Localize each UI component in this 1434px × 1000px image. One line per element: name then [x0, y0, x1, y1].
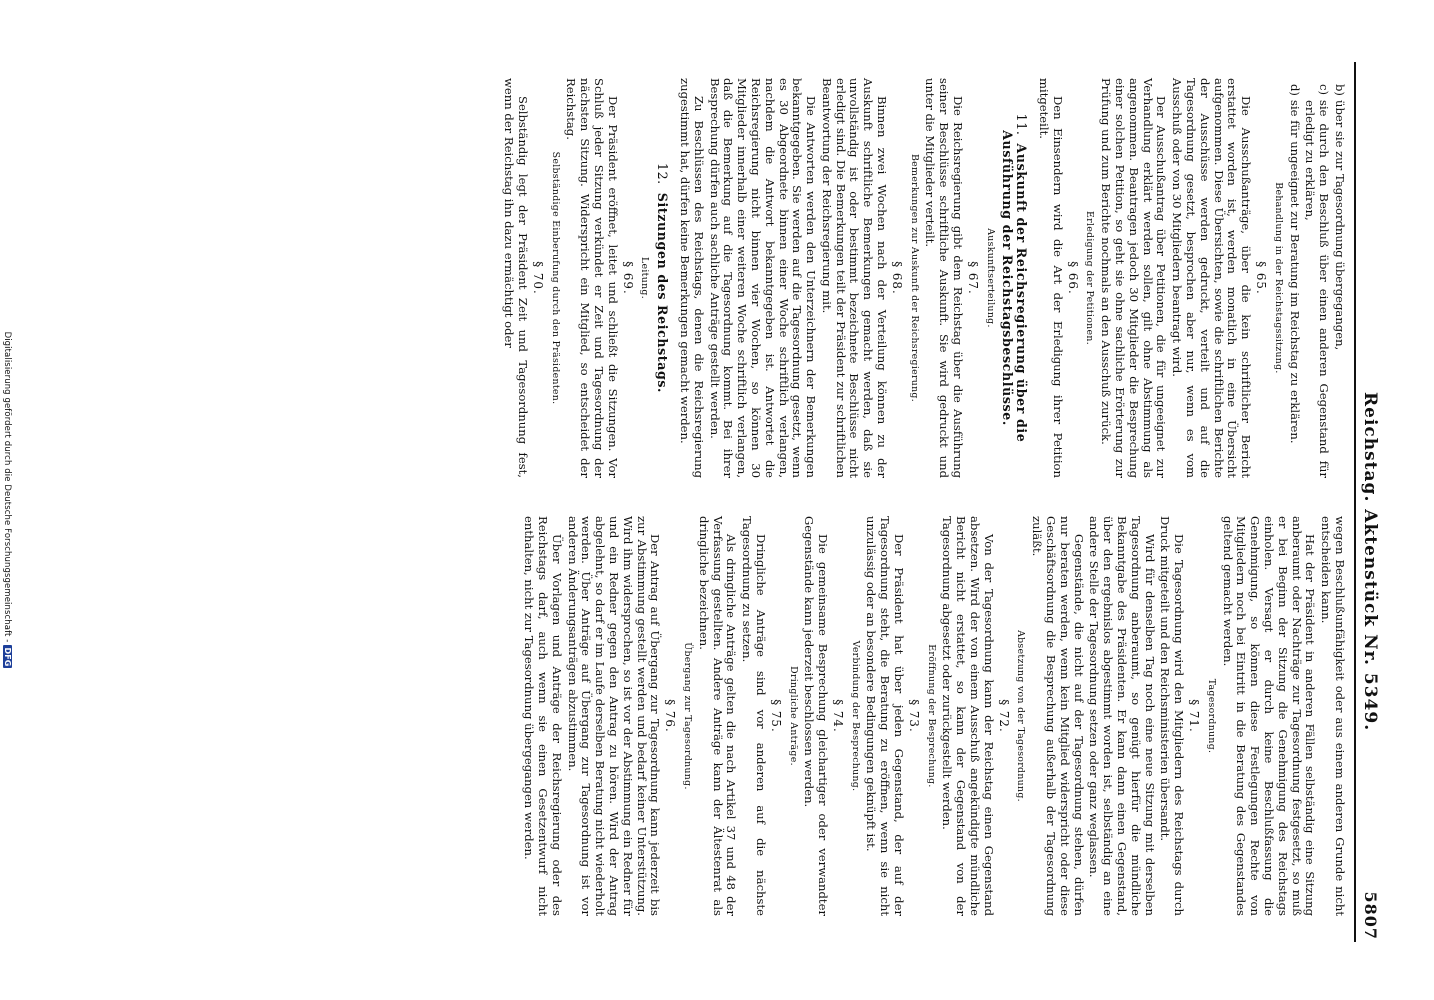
section-caption: Dringliche Anträge.: [787, 666, 799, 766]
list-marker: c): [1317, 84, 1332, 96]
digitization-note: [0, 0, 12, 1000]
list-item-text: sie durch den Beschluß über einen anderen Gegenstand für erledigt zu erklären,: [1303, 100, 1332, 478]
paragraph: Die Reichsregierung gibt dem Reichstag über die Ausführung seiner Beschlüsse schriftliche Auskunft. Sie wird gedruckt und unter die Mitglieder verteilt.: [923, 78, 966, 478]
paragraph: Die Tagesordnung wird den Mitgliedern des Reichstags durch Druck mitgeteilt und den Reichsministerien übersandt.: [1158, 516, 1187, 916]
page-number: 5807: [1361, 891, 1380, 940]
paragraph: Wird für denselben Tag noch eine neue Sitzung mit derselben Tagesordnung anberaumt, so genügt hierfür die mündliche Bekanntgabe des Präsidenten. Er kann dann einen Gegenstand, über den ergebnislos abgestimmt worden ist, selbständig an eine andere Stelle der Tagesordnung setzen oder ganz weglassen.: [1087, 516, 1157, 916]
dfg-logo: DFG: [3, 647, 12, 667]
list-items: [1287, 78, 1346, 478]
list-item: [1332, 78, 1346, 478]
section-caption: Absetzung von der Tagesordnung.: [1015, 630, 1027, 802]
paragraph: Der Antrag auf Übergang zur Tagesordnung kann jederzeit bis zur Abstimmung gestellt werden und bedarf keiner Unterstützung. Wird ihm widersprochen, so ist vor der Abstimmung ein Redner für und ein Redner gegen den Antrag zu hören. Wird der Antrag abgelehnt, so darf er im Laufe derselben Beratung nicht wiederholt werden. Über Anträge auf Übergang zur Tagesordnung ist vor anderen Änderungsanträgen abzustimmen.: [565, 516, 663, 916]
section-caption: Verbindung der Besprechung.: [849, 640, 861, 792]
list-item-text: sie für ungeeignet zur Beratung im Reichstag zu erklären.: [1287, 100, 1302, 444]
section-number: § 75.: [768, 699, 783, 733]
list-item: [1303, 78, 1331, 478]
section-caption: Übergang zur Tagesordnung.: [681, 642, 693, 790]
list-item-text: über sie zur Tagesordnung übergegangen,: [1333, 100, 1347, 351]
section-caption: Tagesordnung.: [1205, 678, 1217, 754]
section-number: § 67.: [965, 261, 980, 295]
section-number: § 69.: [620, 261, 635, 295]
section-caption: Bemerkungen zur Auskunft der Reichsregierung.: [908, 153, 920, 403]
paragraph: Die gemeinsame Besprechung gleichartiger oder verwandter Gegenstände kann jederzeit beschlossen werden.: [802, 516, 831, 916]
section-number: § 71.: [1187, 699, 1202, 733]
paragraph: Die Antworten werden den Unterzeichnern der Bemerkungen bekanntgegeben. Sie werden auf die Tagesordnung gesetzt, wenn es 30 Abgeordnete binnen einer Woche schriftlich verlangen, nachdem die Antwort bekanntgegeben ist. Antwortet die Reichsregierung nicht binnen vier Wochen, so können 30 Mitglieder innerhalb einer weiteren Woche schriftlich verlangen, daß die Bemerkung auf die Tagesordnung kommt. Bei ihrer Besprechung dürfen auch sachliche Anträge gestellt werden.: [707, 78, 819, 478]
paragraph: Selbständig legt der Präsident Zeit und Tagesordnung fest, wenn der Reichstag ihn dazu ermächtigt oder: [502, 78, 530, 478]
chapter-title: Sitzungen des Reichstags.: [655, 192, 671, 394]
chapter-heading-11: [1001, 78, 1029, 478]
paragraph: Dringliche Anträge sind vor anderen auf die nächste Tagesordnung zu setzen.: [740, 516, 768, 916]
paragraph: Den Einsendern wird die Art der Erledigung ihrer Petition mitgeteilt.: [1037, 78, 1065, 478]
section-number: § 66.: [1065, 261, 1080, 295]
header-title: Reichstag. Aktenstück Nr. 5349.: [1360, 392, 1380, 732]
list-marker: d): [1287, 84, 1302, 96]
section-number: § 73.: [906, 699, 921, 733]
list-marker: b): [1333, 84, 1347, 96]
chapter-number: 11.: [1014, 113, 1030, 136]
paragraph: Von der Tagesordnung kann der Reichstag einen Gegenstand absetzen. Wird der von einem Ausschuß angekündigte mündliche Bericht nicht erstattet, so kann der Gegenstand von der Tagesordnung abgesetzt oder zurückgestellt werden.: [940, 516, 996, 916]
chapter-title: Auskunft der Reichsregierung über die Ausführung der Reichstagsbeschlüsse.: [1000, 130, 1030, 443]
section-caption: Behandlung in der Reichstagssitzung.: [1272, 182, 1284, 374]
paragraph: Der Ausschußantrag über Petitionen, die für ungeeignet zur Verhandlung erklärt werden sollen, gilt ohne Abstimmung als angenommen. Beantragen jedoch 30 Mitglieder die Besprechung einer solchen Petition, so geht sie ohne sachliche Erörterung zur Prüfung und zum Berichte nochmals an den Ausschuß zurück.: [1099, 78, 1169, 478]
paragraph: Über Vorlagen und Anträge der Reichsregierung oder des Reichstags darf, auch wenn sie einen Gesetzentwurf nicht enthalten, nicht zur Tagesordnung übergegangen werden.: [522, 516, 564, 916]
paragraph: Binnen zwei Wochen nach der Verteilung können zu der Auskunft schriftliche Bemerkungen gemacht werden, daß sie unvollständig ist oder bestimmt bezeichnete Beschlüsse nicht erledigt sind. Die Bemerkungen teilt der Präsident zur schriftlichen Beantwortung der Reichsregierung mit.: [819, 78, 890, 478]
chapter-number: 12.: [655, 162, 671, 185]
digitization-text: Digitalisierung gefördert durch die Deutsche Forschungsgemeinschaft -: [2, 331, 12, 643]
page-header: [1354, 62, 1382, 942]
paragraph: Die Ausschußanträge, über die kein schriftlicher Bericht erstattet worden ist, werden monatlich in eine Übersicht aufgenommen. Diese Übersichten, sowie die schriftlichen Berichte der Ausschüsse werden gedruckt, verteilt und auf die Tagesordnung gesetzt, besprochen aber nur, wenn es vom Ausschuß oder von 30 Mitgliedern beantragt wird.: [1170, 78, 1254, 478]
paragraph: wegen Beschlußunfähigkeit oder aus einem anderen Grunde nicht entscheiden kann.: [1319, 516, 1347, 916]
section-caption: Eröffnung der Besprechung.: [925, 644, 937, 788]
section-number: § 65.: [1254, 261, 1269, 295]
chapter-heading-12: [655, 78, 669, 478]
paragraph: Zu Beschlüssen des Reichstags, denen die Reichsregierung zugestimmt hat, dürfen keine Bemerkungen gemacht werden.: [677, 78, 706, 478]
section-caption: Auskunftserteilung.: [984, 228, 996, 328]
right-column: [519, 516, 1346, 916]
paragraph: Als dringliche Anträge gelten die nach Artikel 37 und 48 der Verfassung gestellten. Andere Anträge kann der Ältestenrat als dringliche bezeichnen.: [696, 516, 739, 916]
section-number: § 74.: [830, 699, 845, 733]
paragraph: Gegenstände, die nicht auf der Tagesordnung stehen, dürfen nur beraten werden, wenn kein Mitglied widerspricht oder diese Geschäftsordnung die Besprechung außerhalb der Tagesordnung zuläßt.: [1030, 516, 1086, 916]
section-number: § 70.: [530, 261, 545, 295]
section-number: § 68.: [889, 261, 904, 295]
list-item: [1287, 78, 1301, 478]
section-caption: Leitung.: [639, 257, 651, 299]
left-column: [499, 78, 1346, 478]
paragraph: Der Präsident hat über jeden Gegenstand, der auf der Tagesordnung steht, die Beratung zu eröffnen, wenn sie nicht unzulässig oder an besondere Bedingungen geknüpft ist.: [864, 516, 907, 916]
paragraph: Hat der Präsident in anderen Fällen selbständig eine Sitzung anberaumt oder Nachträge zur Tagesordnung festgesetzt, so muß er bei Beginn der Sitzung die Genehmigung des Reichstags einholen. Versagt er durch keine Beschlußfassung die Genehmigung, so können diese Festlegungen Rechte von Mitgliedern noch bei Eintritt in die Beratung des Gegenstandes geltend gemacht werden.: [1220, 516, 1318, 916]
section-number: § 76.: [663, 699, 678, 733]
section-number: § 72.: [996, 699, 1011, 733]
section-caption: Selbständige Einberufung durch den Präsidenten.: [549, 151, 561, 405]
section-caption: Erledigung der Petitionen.: [1084, 211, 1096, 345]
paragraph: Der Präsident eröffnet, leitet und schließt die Sitzungen. Vor Schluß jeder Sitzung verkündet er Zeit und Tagesordnung der nächsten Sitzung. Widerspricht ein Mitglied, so entscheidet der Reichstag.: [564, 78, 620, 478]
